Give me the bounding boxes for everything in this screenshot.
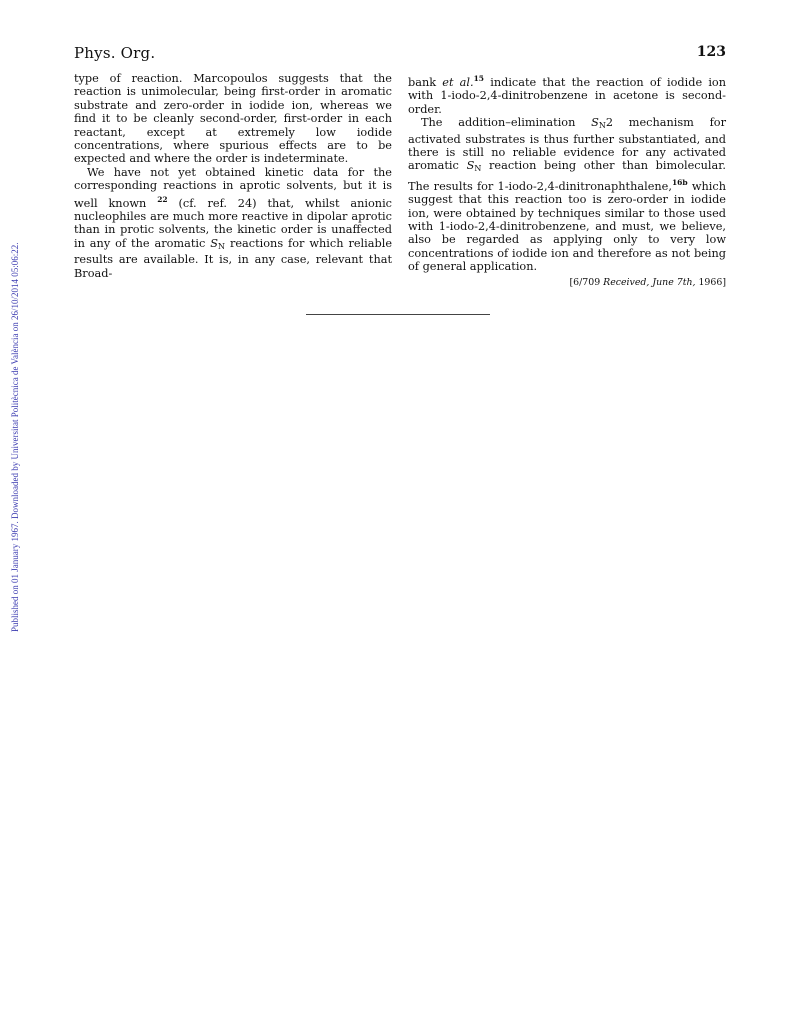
reference-16b: 16b (671, 177, 688, 187)
end-rule (306, 314, 490, 315)
download-watermark: Published on 01 January 1967. Downloaded by Universitat Politècnica de València on 26/10/2014 05:06:22. (10, 242, 20, 632)
paragraph-broadbank: bank et al.$^{15}$ indicate that the reaction of iodide ion with 1-iodo-2,4-dinitrobenzene in acetone is second-order. (408, 74, 727, 116)
running-head (74, 44, 726, 64)
paragraph-kinetic-data: We have not yet obtained kinetic data for the corresponding reactions in aprotic solvents, but it is well known $^{22}$ (cf. ref. 24) that, whilst anionic nucleophiles are much more reactive in dipolar aprotic than in protic solvents, the kinetic order is unaffected in any of the aromatic $S_N$ reactions for which reliable results are available. It is, in any case, relevant that Broad- (74, 165, 393, 280)
received-date: [6/709 Received, June 7th, 1966] (569, 276, 726, 288)
reference-15: 15 (473, 74, 485, 83)
paragraph-marcopoulos: type of reaction. Marcopoulos suggests that the reaction is unimolecular, being first-order in aromatic substrate and zero-order in iodide ion, whereas we find it to be cleanly second-order, first-order in each reactant, except at extremely low iodide concentrations, where spurious effects are to be expected and where the order is indeterminate. (74, 72, 392, 166)
page-number: 123 (696, 44, 726, 60)
reference-22: 22 (157, 194, 168, 204)
journal-name: Phys. Org. (74, 44, 156, 62)
paragraph-mechanism: The addition–elimination $S_N2$ mechanism for activated substrates is thus further substantiated, and there is still no reliable evidence for any activated aromatic $S_N$ reaction being other than bimolecular. The results for 1-iodo-2,4-dinitronaphthalene,$^{16b}$ which suggest that this reaction too is zero-order in iodide ion, were obtained by techniques similar to those used with 1-iodo-2,4-dinitrobenzene, and must, we believe, also be regarded as applying only to very low concentrations of iodide ion and therefore as not being of general application. (408, 116, 727, 274)
right-column (408, 72, 726, 289)
left-column (74, 72, 392, 280)
